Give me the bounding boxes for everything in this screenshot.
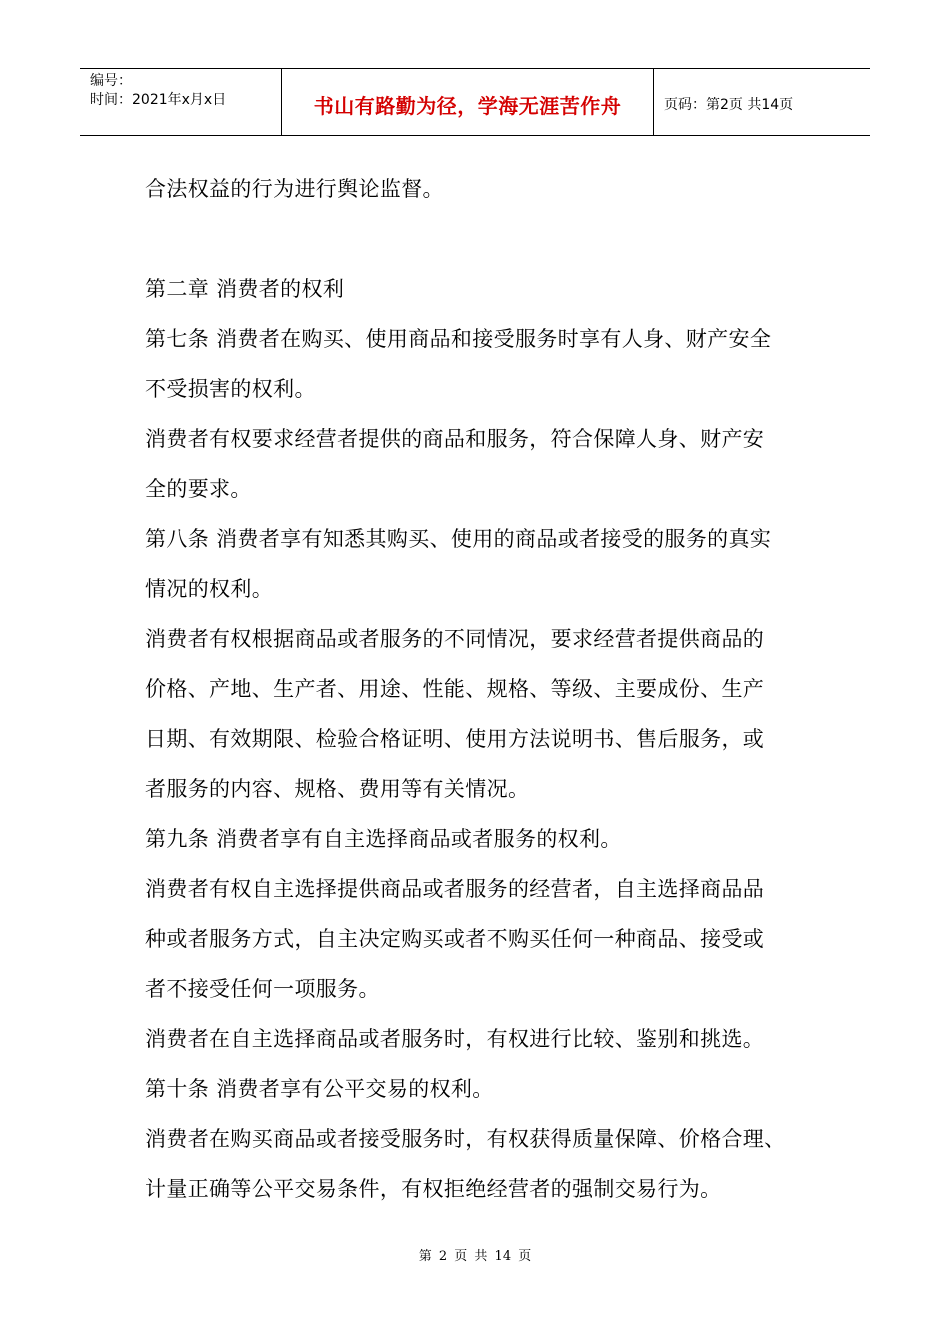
body-line: 消费者有权根据商品或者服务的不同情况，要求经营者提供商品的	[145, 627, 765, 651]
blank-line	[145, 214, 825, 264]
body-line: 日期、有效期限、检验合格证明、使用方法说明书、售后服务，或	[145, 727, 765, 751]
body-line: 者服务的内容、规格、费用等有关情况。	[145, 777, 530, 801]
document-body	[145, 164, 825, 1214]
body-line: 消费者在购买商品或者接受服务时，有权获得质量保障、价格合理、	[145, 1127, 786, 1151]
body-line: 情况的权利。	[145, 577, 274, 601]
body-line: 消费者有权自主选择提供商品或者服务的经营者，自主选择商品品	[145, 877, 765, 901]
body-line: 计量正确等公平交易条件，有权拒绝经营者的强制交易行为。	[145, 1177, 722, 1201]
body-line: 全的要求。	[145, 477, 252, 501]
body-line: 第九条 消费者享有自主选择商品或者服务的权利。	[145, 827, 622, 851]
body-line: 第十条 消费者享有公平交易的权利。	[145, 1077, 494, 1101]
document-date: 时间：2021年x月x日	[90, 92, 227, 108]
body-line: 种或者服务方式，自主决定购买或者不购买任何一种商品、接受或	[145, 927, 765, 951]
body-line: 者不接受任何一项服务。	[145, 977, 380, 1001]
body-line: 第八条 消费者享有知悉其购买、使用的商品或者接受的服务的真实	[145, 527, 772, 551]
body-line: 第二章 消费者的权利	[145, 277, 345, 301]
header-motto: 书山有路勤为径，学海无涯苦作舟	[282, 69, 654, 135]
body-line: 不受损害的权利。	[145, 377, 316, 401]
page-footer: 第 2 页 共 14 页	[418, 1249, 532, 1264]
body-line: 消费者在自主选择商品或者服务时，有权进行比较、鉴别和挑选。	[145, 1027, 765, 1051]
header-page-code: 页码：第2页 共14页	[664, 97, 794, 113]
page-header	[80, 68, 870, 136]
body-line: 第七条 消费者在购买、使用商品和接受服务时享有人身、财产安全	[145, 327, 772, 351]
body-line: 价格、产地、生产者、用途、性能、规格、等级、主要成份、生产	[145, 677, 765, 701]
body-line: 合法权益的行为进行舆论监督。	[145, 177, 444, 201]
body-line: 消费者有权要求经营者提供的商品和服务，符合保障人身、财产安	[145, 427, 765, 451]
header-meta-cell	[80, 69, 282, 135]
document-number-label: 编号：	[90, 73, 132, 89]
